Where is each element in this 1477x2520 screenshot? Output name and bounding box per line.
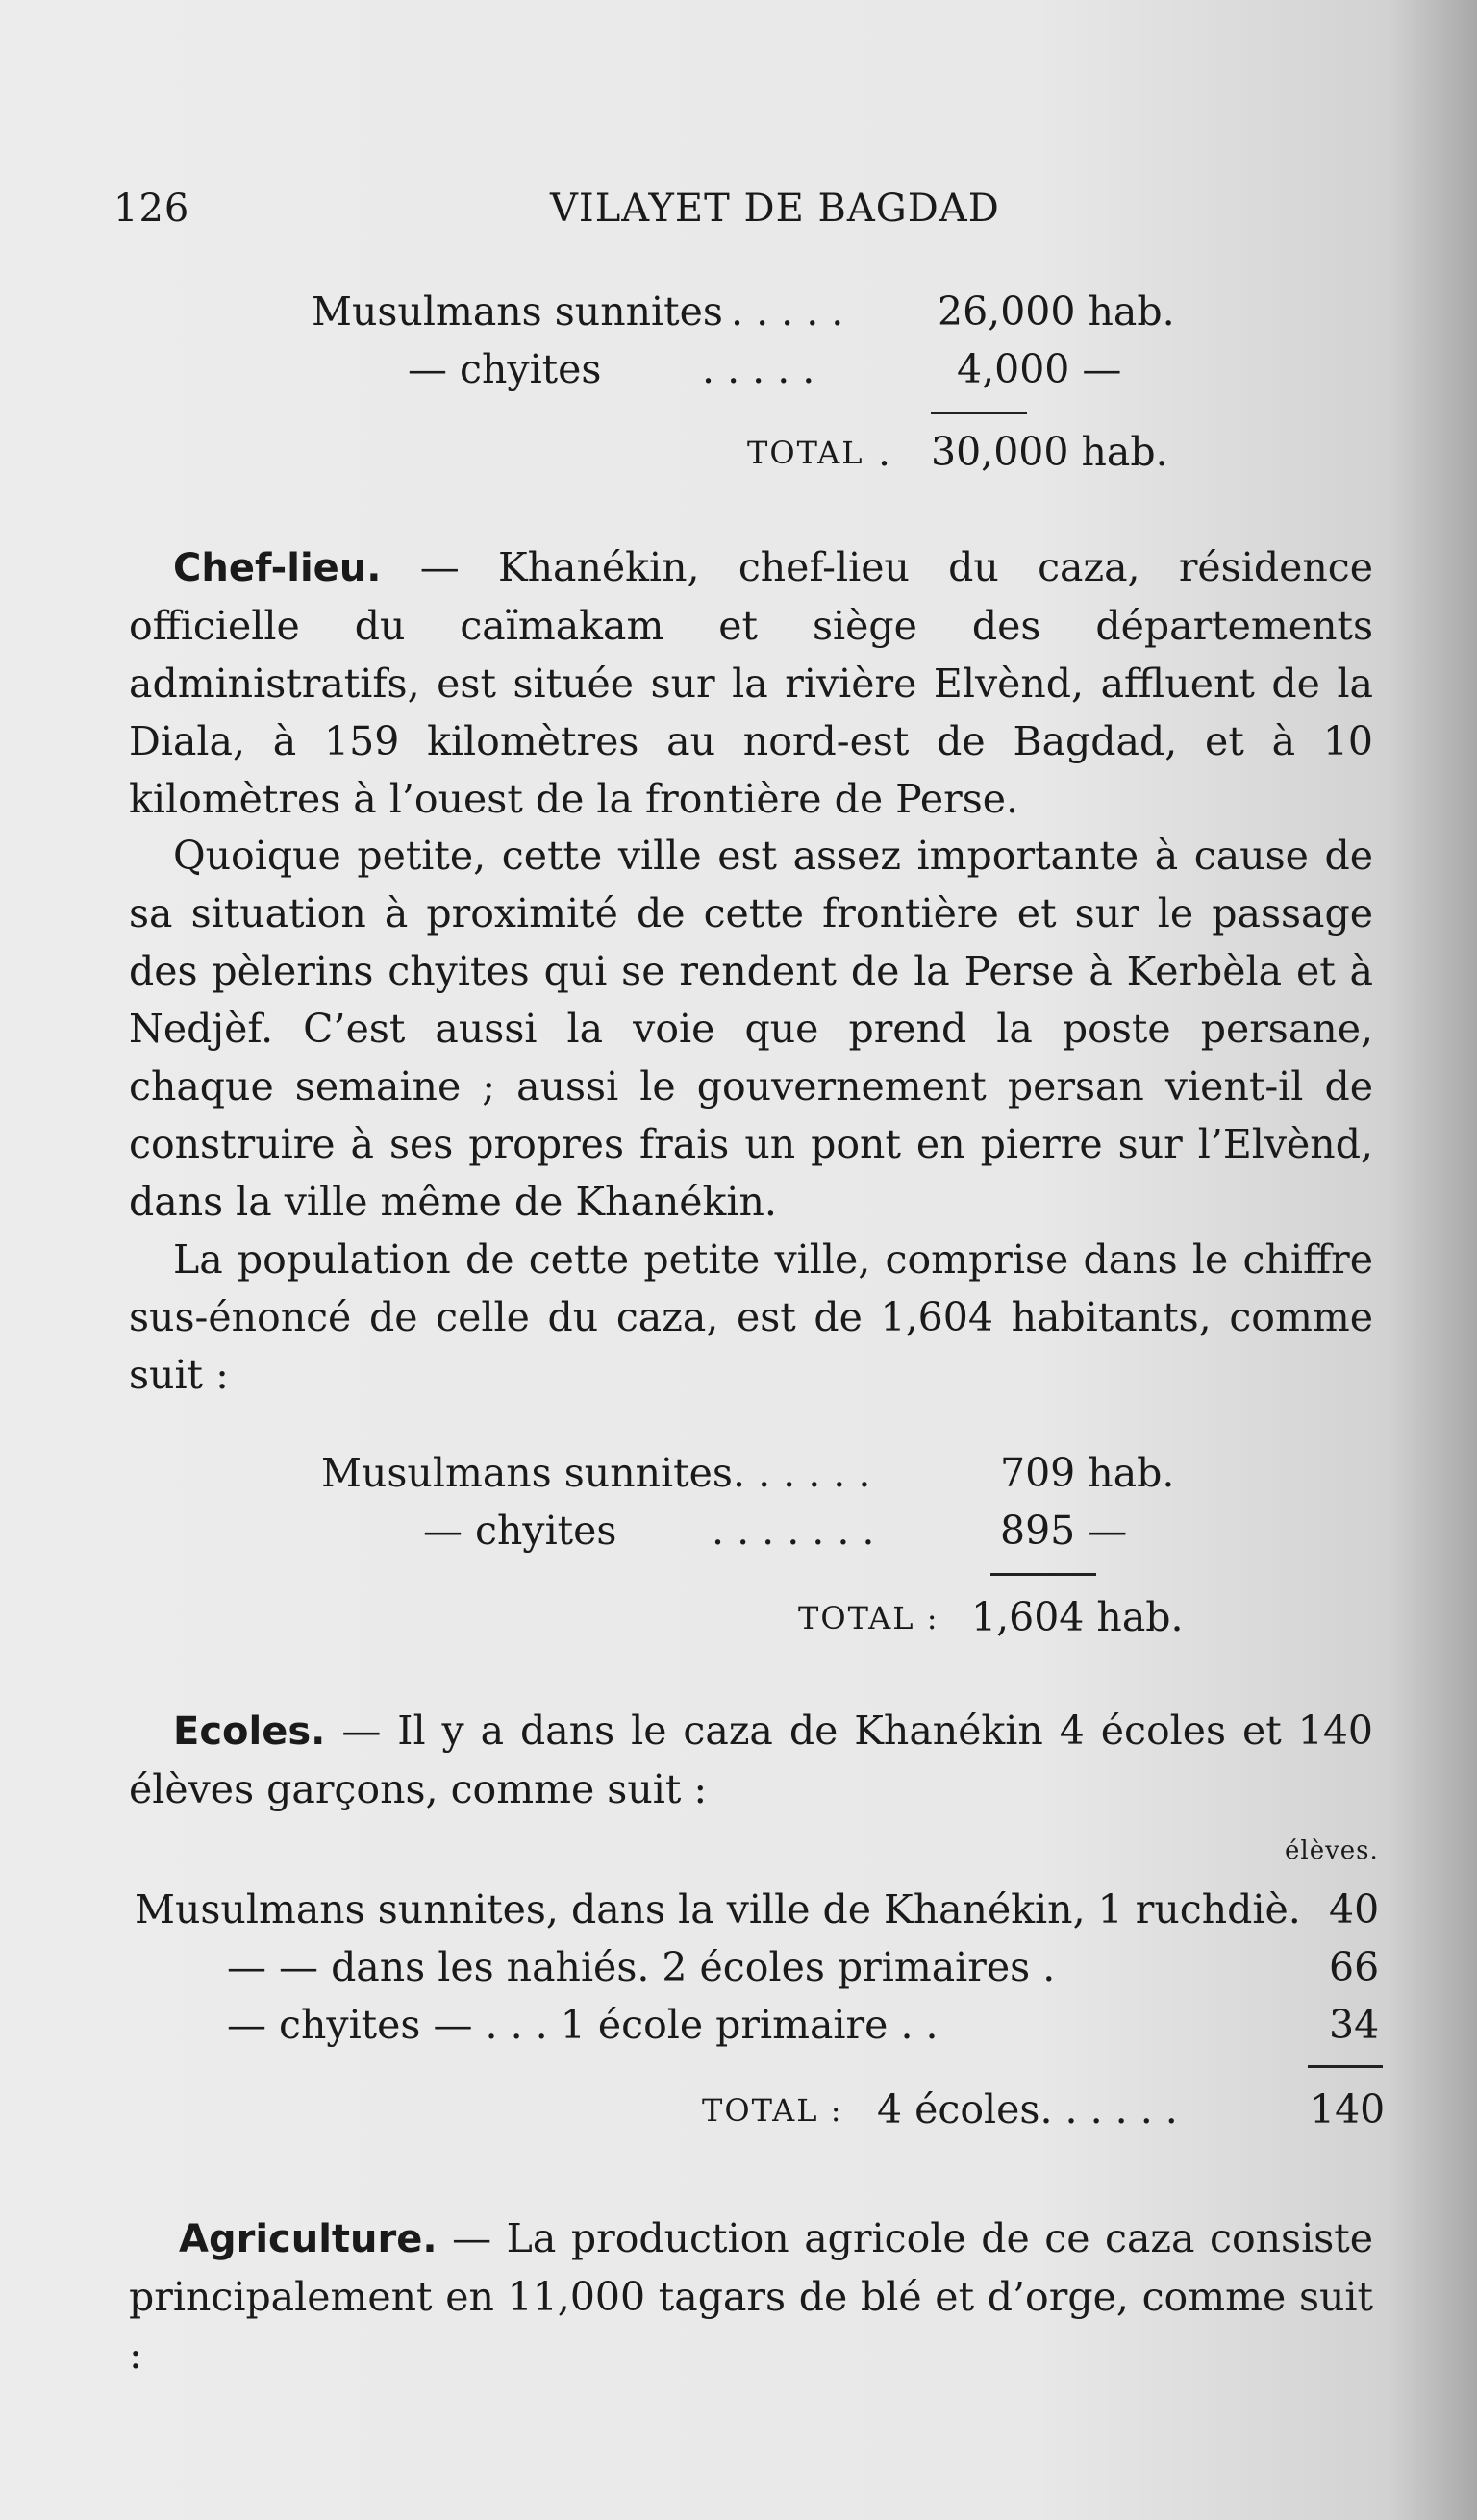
situation-paragraph: Quoique petite, cette ville est assez importante à cause de sa situation à proximité de cette frontière et sur le passage des pèlerins chyites qui se rendent de la Perse à Kerbèla et à Nedjèf. C’est aussi la voie que prend la poste persane, chaque semaine ; aussi le gouvernement persan vient-il de construire à ses propres frais un pont en pierre sur l’Elvènd, dans la ville même de Khanékin.: [129, 833, 1373, 1225]
table1-total-dot: .: [878, 429, 891, 475]
table3-total-label: TOTAL :: [702, 2092, 843, 2129]
ecoles-paragraph: [129, 1702, 1373, 1818]
table3-row1-label: Musulmans sunnites, dans la ville de Khanékin, 1 ruchdiè.: [135, 1886, 1301, 1933]
table1-total-label: TOTAL: [747, 435, 864, 471]
table3-row2-value: 66: [1329, 1944, 1380, 1990]
table3-row3-value: 34: [1329, 2002, 1380, 2048]
table1-rule: [931, 412, 1027, 414]
table2-total-label: TOTAL :: [798, 1600, 939, 1636]
table2-total-value: 1,604 hab.: [971, 1594, 1184, 1640]
table1-row2-dots: . . . . .: [702, 346, 815, 392]
table3-column-header: élèves.: [1285, 1836, 1379, 1865]
table2-row2-value: 895 —: [1000, 1508, 1128, 1554]
agriculture-paragraph: [129, 2209, 1373, 2383]
ecoles-heading: Ecoles.: [173, 1709, 326, 1754]
table2-row2-dots: . . . . . . .: [712, 1508, 875, 1554]
table3-row3-label: — chyites — . . . 1 école primaire . .: [227, 2002, 939, 2048]
table3-row1-value: 40: [1329, 1886, 1380, 1933]
chef-lieu-text: — Khanékin, chef-lieu du caza, résidence officielle du caïmakam et siège des départements administratifs, est située sur la rivière Elvènd, affluent de la Diala, à 159 kilomètres au nord-est de Bagdad, et à 10 kilomètres à l’ouest de la frontière de Perse.: [129, 544, 1373, 822]
table2-row1-dots: . . . . . .: [733, 1450, 871, 1496]
table2-row1-label: Musulmans sunnites: [321, 1450, 733, 1496]
agriculture-heading: Agriculture.: [179, 2217, 438, 2261]
table2-row2-label: — chyites: [423, 1508, 617, 1554]
chef-lieu-heading: Chef-lieu.: [173, 546, 382, 590]
table2-rule: [990, 1573, 1096, 1576]
table1-row1-label: Musulmans sunnites: [312, 288, 723, 335]
chef-lieu-paragraph: [129, 538, 1373, 828]
table3-total-value: 140: [1310, 2086, 1386, 2133]
table3-rule: [1308, 2065, 1383, 2068]
running-title: VILAYET DE BAGDAD: [550, 187, 1000, 231]
table1-row2-value: 4,000 —: [957, 346, 1122, 392]
table1-total-value: 30,000 hab.: [931, 429, 1168, 475]
page-number: 126: [113, 187, 190, 231]
table3-row2-label: — — dans les nahiés. 2 écoles primaires .: [227, 1944, 1056, 1990]
table3-total-text: 4 écoles. . . . . .: [877, 2086, 1178, 2133]
table1-row1-value: 26,000 hab.: [938, 288, 1175, 335]
population-paragraph: La population de cette petite ville, comprise dans le chiffre sus-énoncé de celle du caza, est de 1,604 habitants, comme suit :: [129, 1236, 1373, 1398]
ecoles-text: — Il y a dans le caza de Khanékin 4 écoles et 140 élèves garçons, comme suit :: [129, 1708, 1373, 1812]
table2-row1-value: 709 hab.: [1000, 1450, 1175, 1496]
table1-row2-label: — chyites: [408, 346, 602, 392]
table1-row1-dots: . . . . .: [731, 288, 844, 335]
agriculture-text: — La production agricole de ce caza consiste principalement en 11,000 tagars de blé et d’orge, comme suit :: [129, 2215, 1373, 2378]
